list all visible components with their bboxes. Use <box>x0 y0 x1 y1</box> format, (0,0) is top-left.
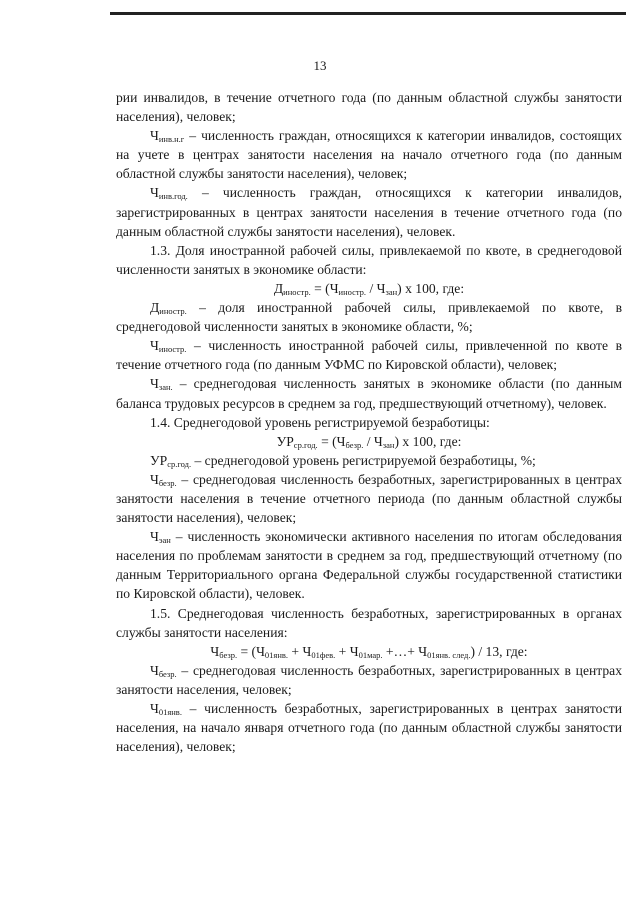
section-1-4-heading: 1.4. Среднегодовой уровень регистрируемой безработицы: <box>150 414 490 430</box>
paragraph-continuation: рии инвалидов, в течение отчетного года (по данным областной службы занятости населения), человек; <box>116 90 622 125</box>
definition-ch-ean <box>116 527 622 603</box>
top-border-line <box>110 12 626 15</box>
definition-text: – среднегодовая численность безработных, зарегистрированных в центрах занятости населения, человек; <box>116 662 622 697</box>
formula-part: Д <box>273 280 284 296</box>
formula-subscript: 01янв. <box>264 649 289 660</box>
page-number: 13 <box>313 58 327 73</box>
formula-subscript: ср.год. <box>293 439 318 450</box>
formula-subscript: 01янв. след. <box>427 649 471 660</box>
formula-part: / Ч <box>363 433 383 449</box>
formula-part: = (Ч <box>237 643 265 659</box>
formula-subscript: иностр. <box>338 286 367 297</box>
formula-part: ) / 13, где: <box>470 643 528 659</box>
formula-part: Ч <box>210 643 220 659</box>
definition-ch-bezr <box>116 470 622 527</box>
definition-text: – среднегодовой уровень регистрируемой безработицы, %; <box>191 452 536 468</box>
symbol: Ч <box>150 662 159 678</box>
symbol: Ч <box>150 128 159 144</box>
formula-part: = (Ч <box>310 280 339 296</box>
symbol: Ч <box>150 701 159 716</box>
definition-text: – среднегодовая численность занятых в экономике области (по данным баланса трудовых ресурсов в среднем за год, предшествующий отчетному), человек. <box>116 376 622 411</box>
formula-subscript: 01мар. <box>358 649 383 660</box>
formula-subscript: зан <box>385 286 398 297</box>
symbol: Ч <box>150 471 159 487</box>
formula-ch-bezr <box>116 642 622 661</box>
definition-ch-inv-ng <box>116 126 622 183</box>
symbol: Д <box>150 300 160 316</box>
definition-text: – численность безработных, зарегистрированных в центрах занятости населения, на начало января отчетного года (по данным областной службы занятости населения), человек; <box>116 701 622 755</box>
definition-text: – численность иностранной рабочей силы, привлеченной по квоте в течение отчетного года (по данным УФМС по Кировской области), человек; <box>116 338 622 373</box>
formula-part: = (Ч <box>317 433 346 449</box>
definition-ch-inostr <box>116 336 622 374</box>
formula-part: + Ч <box>288 643 312 659</box>
formula-d-inostr <box>116 279 622 298</box>
symbol-subscript: 01янв. <box>158 707 182 717</box>
symbol-subscript: инв.н.г <box>158 134 185 145</box>
formula-part: + Ч <box>335 643 359 659</box>
definition-text: – численность граждан, относящихся к категории инвалидов, состоящих на учете в центрах занятости населения на начало отчетного года (по данным областной службы занятости населения), человек; <box>116 128 622 182</box>
definition-ch-bezr-2 <box>116 661 622 699</box>
symbol-subscript: ср.год. <box>167 458 192 469</box>
definition-ch-zan <box>116 374 622 412</box>
symbol-subscript: зан. <box>158 382 173 393</box>
symbol: УР <box>150 452 168 468</box>
formula-ur-sr-god <box>116 432 622 451</box>
formula-subscript: безр. <box>345 439 364 450</box>
section-1-5-heading: 1.5. Среднегодовая численность безработных, зарегистрированных в органах службы занятости населения: <box>116 605 622 640</box>
formula-subscript: иностр. <box>283 286 311 297</box>
definition-ur-sr-god <box>116 451 622 470</box>
symbol-subscript: иностр. <box>158 344 187 355</box>
definition-text: – доля иностранной рабочей силы, привлекаемой по квоте, в среднегодовой численности занятых в экономике области, %; <box>116 300 622 335</box>
definition-d-inostr <box>116 298 622 336</box>
symbol: Ч <box>150 185 159 201</box>
symbol-subscript: безр. <box>158 668 177 679</box>
section-1-3-heading: 1.3. Доля иностранной рабочей силы, привлекаемой по квоте, в среднегодовой численности занятых в экономике области: <box>116 242 622 277</box>
formula-subscript: зан <box>382 439 395 450</box>
symbol: Ч <box>150 529 159 545</box>
definition-ch-inv-god <box>116 183 622 240</box>
formula-part: УР <box>276 433 294 449</box>
symbol-subscript: инв.год. <box>158 191 188 202</box>
symbol-subscript: безр. <box>158 477 177 488</box>
formula-part: ) х 100, где: <box>394 433 462 449</box>
definition-text: – численность экономически активного населения по итогам обследования населения по проблемам занятости в среднем за год, предшествующий отчетному (по данным Территориального органа Федеральной службы государственной статистики по Кировской области), человек. <box>116 529 622 602</box>
symbol-subscript: эан <box>158 535 171 546</box>
formula-subscript: 01фев. <box>311 649 336 660</box>
definition-ch-01jan <box>116 699 622 756</box>
formula-part: / Ч <box>366 280 386 296</box>
symbol: Ч <box>150 338 159 354</box>
symbol-subscript: иностр. <box>159 306 187 317</box>
formula-part: +…+ Ч <box>382 643 428 659</box>
symbol: Ч <box>150 376 159 392</box>
definition-text: – численность граждан, относящихся к категории инвалидов, зарегистрированных в центрах занятости населения в течение отчетного года (по данным областной службы занятости населения), человек. <box>116 185 622 239</box>
definition-text: – среднегодовая численность безработных, зарегистрированных в центрах занятости населения в течение отчетного периода (по данным областной службы занятости населения), человек; <box>116 471 622 526</box>
formula-subscript: безр. <box>219 649 238 660</box>
document-body <box>116 88 622 756</box>
formula-part: ) х 100, где: <box>397 280 465 296</box>
